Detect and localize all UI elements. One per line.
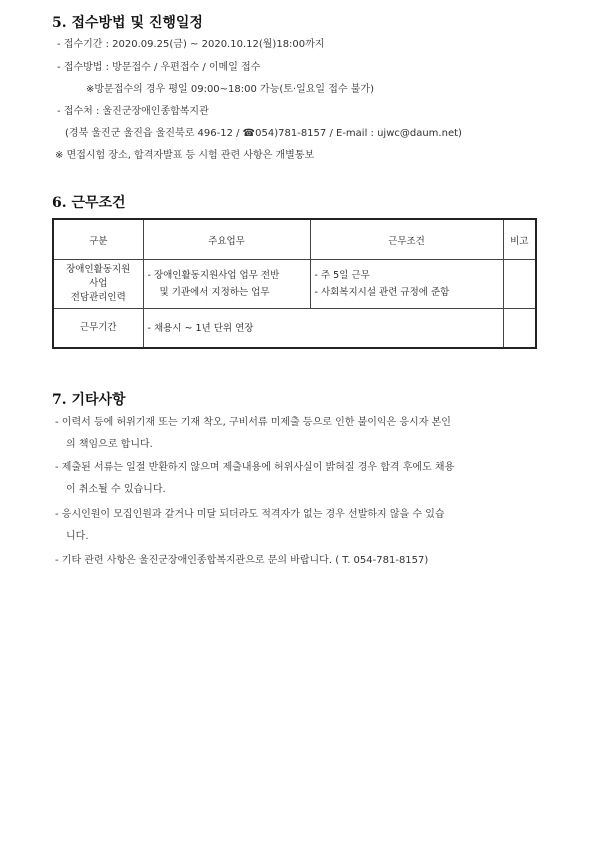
- exam-notice: ※ 면접시험 장소, 합격자발표 등 시험 관련 사항은 개별통보: [55, 150, 315, 161]
- row2-duties: - 채용시 ~ 1년 단위 연장: [143, 309, 503, 349]
- section7-title: 7. 기타사항: [52, 392, 126, 408]
- section6-title: 6. 근무조건: [52, 195, 126, 211]
- table-header-row: [53, 219, 536, 260]
- reception-method: - 접수방법 : 방문접수 / 우편접수 / 이메일 접수: [57, 62, 261, 73]
- other-item-4: - 기타 관련 사항은 울진군장애인종합복지관으로 문의 바랍니다. ( T. 054-781-8157): [55, 555, 429, 566]
- header-category: 구분: [53, 219, 143, 260]
- table-row: [53, 309, 536, 349]
- row1-category: 장애인활동지원 사업 전담관리인력: [53, 260, 143, 309]
- header-note: 비고: [503, 219, 536, 260]
- other-item-2: - 제출된 서류는 일절 반환하지 않으며 제출내용에 허위사실이 밝혀질 경우 합격 후에도 채용: [55, 462, 455, 473]
- other-item-1-cont: 의 책임으로 합니다.: [66, 439, 153, 450]
- row2-note: [503, 309, 536, 349]
- other-item-2-cont: 이 취소될 수 있습니다.: [66, 484, 166, 495]
- header-duties: 주요업무: [143, 219, 310, 260]
- other-item-1: - 이력서 등에 허위기재 또는 기재 착오, 구비서류 미제출 등으로 인한 불이익은 응시자 본인: [55, 417, 451, 428]
- row1-duties: - 장애인활동지원사업 업무 전반 및 기관에서 지정하는 업무: [143, 260, 310, 309]
- visit-note: ※방문접수의 경우 평일 09:00~18:00 가능(토·일요일 접수 불가): [86, 84, 374, 95]
- row1-conditions: - 주 5일 근무 - 사회복지시설 관련 규정에 준함: [310, 260, 503, 309]
- other-item-3: - 응시인원이 모집인원과 같거나 미달 되더라도 적격자가 없는 경우 선발하지 않을 수 있습: [55, 509, 445, 520]
- row1-note: [503, 260, 536, 309]
- work-conditions-table: [52, 218, 537, 349]
- other-item-3-cont: 니다.: [66, 531, 89, 542]
- row2-category: 근무기간: [53, 309, 143, 349]
- table-row: [53, 260, 536, 309]
- reception-place: - 접수처 : 울진군장애인종합복지관: [57, 106, 209, 117]
- section5-title: 5. 접수방법 및 진행일정: [52, 15, 203, 31]
- reception-period: - 접수기간 : 2020.09.25(금) ~ 2020.10.12(월)18:00까지: [57, 39, 325, 50]
- header-conditions: 근무조건: [310, 219, 503, 260]
- reception-address: (경북 울진군 울진읍 울진북로 496-12 / ☎054)781-8157 / E-mail : ujwc@daum.net): [65, 128, 462, 139]
